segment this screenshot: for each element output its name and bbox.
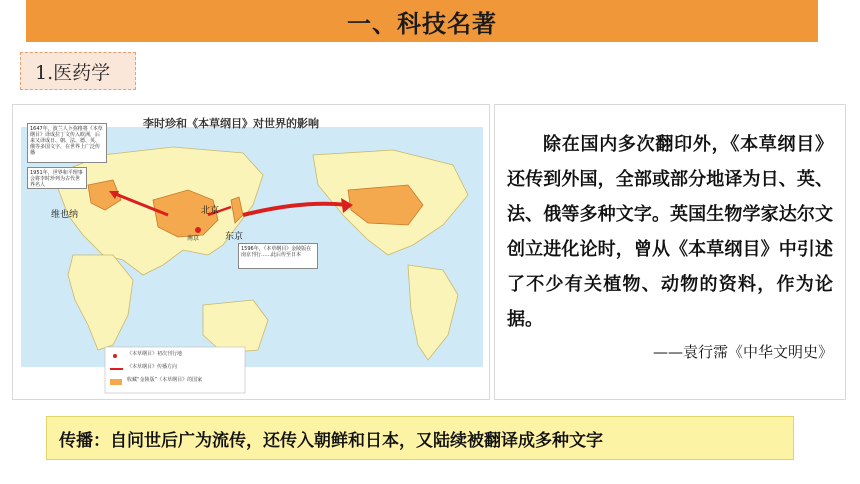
legend-item-1: 《本草纲目》初次刊行地	[127, 351, 183, 357]
quote-paragraph: 除在国内多次翻印外，《本草纲目》还传到外国，全部或部分地译为日、英、法、俄等多种文字。英国生物学家达尔文创立进化论时，曾从《本草纲目》中引述了不少有关植物、动物的资料，作为论据。	[507, 134, 833, 330]
summary-box: 传播：自问世后广为流传，还传入朝鲜和日本，又陆续被翻译成多种文字	[46, 416, 794, 460]
map-note-2: 1951年，世界和平理事会将李时珍列为古代世界名人	[27, 167, 87, 189]
legend-item-2: 《本草纲目》传播方向	[127, 364, 178, 370]
city-vienna: 维也纳	[51, 210, 79, 220]
legend-dot-icon	[113, 354, 117, 358]
map-panel	[12, 104, 490, 400]
legend-item-3: 收藏“金陵版”《本草纲目》的国家	[127, 377, 203, 383]
map-title: 李时珍和《本草纲目》对世界的影响	[143, 117, 319, 130]
city-nanjing: 南京	[187, 235, 200, 242]
map-note-1: 1647年，波兰人卜弥格将《本草纲目》译成拉丁文传入欧洲，后来又译成日、朝、法、德、英、俄等多国文字，在世界上广泛传播	[27, 123, 107, 163]
quote-source: ——袁行霈《中华文明史》	[652, 343, 833, 361]
city-tokyo: 东京	[225, 232, 244, 242]
title-bar	[26, 0, 818, 42]
text-panel	[494, 104, 846, 400]
city-beijing: 北京	[201, 206, 220, 216]
section-label: 1.医药学	[20, 52, 136, 90]
page-title: 一、科技名著	[347, 9, 497, 38]
legend-swatch-icon	[110, 379, 122, 385]
map-note-3: 1596年，《本草纲目》金陵版在南京刊行……此后传至日本	[238, 243, 318, 269]
